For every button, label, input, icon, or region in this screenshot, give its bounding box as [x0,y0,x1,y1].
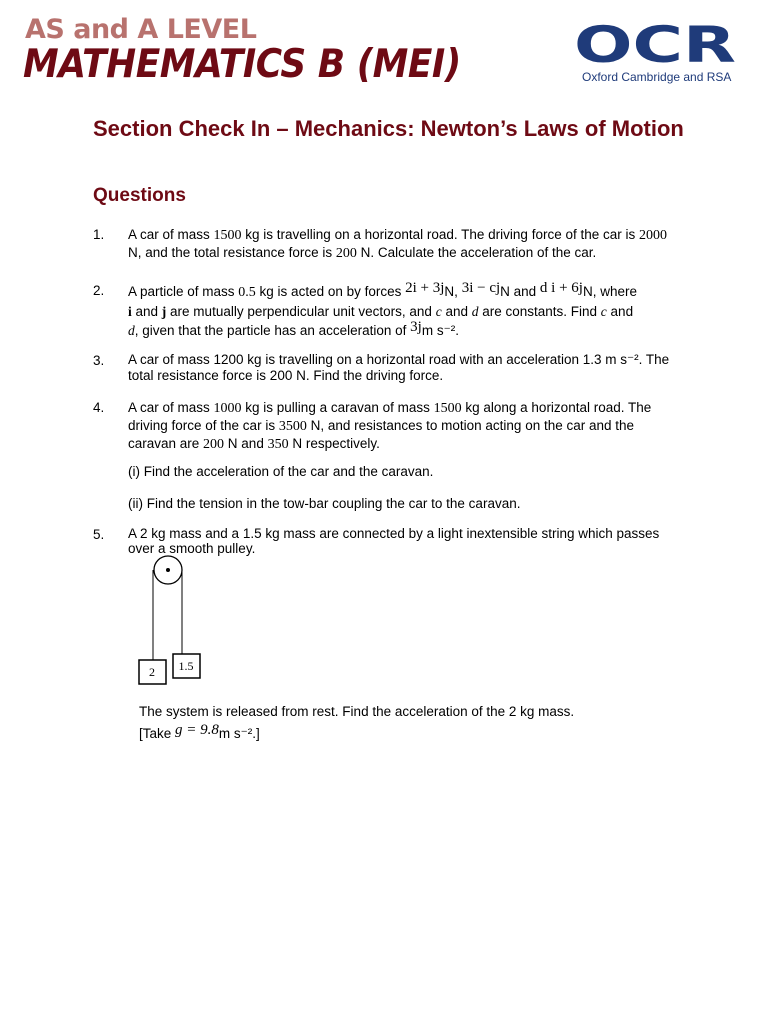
question-1-text: A car of mass 1500 kg is travelling on a horizontal road. The driving force of the car is 2000 N, and the total resistance force is 200 N. Calculate the acceleration of the car. [128,227,667,261]
question-4-number: 4. [93,400,105,415]
question-4-part-ii: (ii) Find the tension in the tow-bar coupling the car to the caravan. [128,496,521,511]
pulley-axle [166,568,170,572]
ocr-logo-text: OCR [574,20,736,68]
header-subject: MATHEMATICS B (MEI) [23,42,461,87]
ocr-logo-mark [574,20,739,68]
question-5-number: 5. [93,527,105,542]
question-5-take: [Take g = 9.8m s⁻².] [139,722,260,741]
question-5-release: The system is released from rest. Find the acceleration of the 2 kg mass. [139,704,575,719]
question-4-part-i: (i) Find the acceleration of the car and the caravan. [128,464,434,479]
gravity-value: g = 9.8 [175,722,219,738]
ocr-logo-subtitle: Oxford Cambridge and RSA [582,70,732,84]
mass-2kg-label: 2 [149,665,155,679]
pulley-diagram [130,552,210,692]
question-5-text: A 2 kg mass and a 1.5 kg mass are connected by a light inextensible string which passes over a smooth pulley. [128,526,660,556]
question-1-number: 1. [93,227,105,242]
question-2-number: 2. [93,283,105,298]
header-level: AS and A LEVEL [25,14,257,45]
page-title: Section Check In – Mechanics: Newton’s Laws of Motion [93,116,684,141]
section-heading: Questions [93,185,186,206]
question-3-number: 3. [93,353,105,368]
force-vector-3: d i + 6j [539,280,583,296]
question-2-text: A particle of mass 0.5 kg is acted on by forces 2i + 3jN, 3i − cjN and d i + 6jN, where i and j are mutually perpendicular unit vectors, and c and d are constants. Find c and d, given that the particle has an acceleration of 3jm s⁻². [128,280,637,338]
acceleration-vector: 3j [410,319,422,335]
ocr-logo [574,20,739,84]
mass-1-5kg-label: 1.5 [178,659,194,673]
question-3-text: A car of mass 1200 kg is travelling on a horizontal road with an acceleration 1.3 m s⁻². The total resistance force is 200 N. Find the driving force. [128,352,670,383]
force-vector-1: 2i + 3j [405,280,445,296]
force-vector-2: 3i − cj [461,280,501,296]
question-4-text: A car of mass 1000 kg is pulling a caravan of mass 1500 kg along a horizontal road. The driving force of the car is 3500 N, and resistances to motion acting on the car and the caravan are 200 N and 350 N respectively. [128,400,652,452]
